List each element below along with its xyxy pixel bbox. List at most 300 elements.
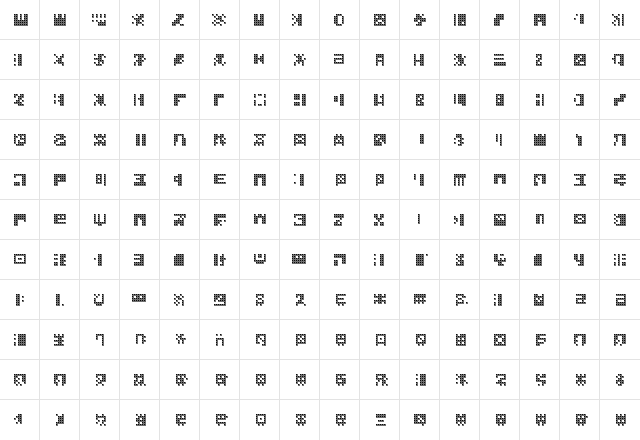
glyph-cell bbox=[120, 400, 160, 440]
glyph-cell bbox=[320, 160, 360, 200]
glyph-bitmap bbox=[412, 252, 428, 268]
glyph-bitmap bbox=[412, 332, 428, 348]
glyph-cell bbox=[200, 120, 240, 160]
glyph-bitmap bbox=[492, 12, 508, 28]
glyph-bitmap bbox=[332, 132, 348, 148]
glyph-bitmap bbox=[212, 52, 228, 68]
glyph-bitmap bbox=[612, 52, 628, 68]
glyph-bitmap bbox=[132, 332, 148, 348]
glyph-bitmap bbox=[172, 52, 188, 68]
glyph-cell bbox=[0, 0, 40, 40]
glyph-bitmap bbox=[372, 92, 388, 108]
glyph-cell bbox=[120, 280, 160, 320]
glyph-cell bbox=[0, 200, 40, 240]
glyph-cell bbox=[120, 40, 160, 80]
glyph-bitmap bbox=[492, 252, 508, 268]
glyph-bitmap bbox=[492, 132, 508, 148]
glyph-cell bbox=[160, 160, 200, 200]
glyph-bitmap bbox=[532, 252, 548, 268]
glyph-bitmap bbox=[92, 372, 108, 388]
glyph-cell bbox=[280, 400, 320, 440]
glyph-cell bbox=[280, 360, 320, 400]
glyph-bitmap bbox=[292, 212, 308, 228]
glyph-cell bbox=[320, 40, 360, 80]
glyph-bitmap bbox=[572, 212, 588, 228]
glyph-cell bbox=[280, 80, 320, 120]
glyph-bitmap bbox=[412, 372, 428, 388]
glyph-bitmap bbox=[572, 372, 588, 388]
glyph-cell bbox=[320, 320, 360, 360]
glyph-cell bbox=[160, 40, 200, 80]
glyph-bitmap bbox=[452, 412, 468, 428]
glyph-bitmap bbox=[612, 372, 628, 388]
glyph-cell bbox=[400, 400, 440, 440]
glyph-cell bbox=[120, 160, 160, 200]
glyph-cell bbox=[240, 200, 280, 240]
glyph-bitmap bbox=[172, 372, 188, 388]
glyph-cell bbox=[480, 360, 520, 400]
glyph-bitmap bbox=[172, 172, 188, 188]
glyph-cell bbox=[40, 0, 80, 40]
glyph-cell bbox=[0, 360, 40, 400]
glyph-bitmap bbox=[212, 12, 228, 28]
glyph-cell bbox=[520, 400, 560, 440]
glyph-cell bbox=[120, 0, 160, 40]
glyph-cell bbox=[440, 160, 480, 200]
glyph-cell bbox=[240, 80, 280, 120]
glyph-cell bbox=[80, 40, 120, 80]
glyph-cell bbox=[560, 240, 600, 280]
glyph-bitmap bbox=[532, 332, 548, 348]
glyph-bitmap bbox=[252, 372, 268, 388]
glyph-bitmap bbox=[412, 172, 428, 188]
glyph-cell bbox=[360, 40, 400, 80]
glyph-bitmap bbox=[572, 332, 588, 348]
glyph-cell bbox=[160, 360, 200, 400]
glyph-cell bbox=[360, 0, 400, 40]
glyph-bitmap bbox=[332, 332, 348, 348]
glyph-cell bbox=[40, 320, 80, 360]
glyph-cell bbox=[280, 0, 320, 40]
glyph-bitmap bbox=[12, 252, 28, 268]
glyph-bitmap bbox=[372, 52, 388, 68]
glyph-cell bbox=[360, 320, 400, 360]
glyph-bitmap bbox=[332, 92, 348, 108]
glyph-bitmap bbox=[452, 92, 468, 108]
glyph-bitmap bbox=[532, 292, 548, 308]
glyph-bitmap bbox=[412, 12, 428, 28]
glyph-bitmap bbox=[452, 172, 468, 188]
glyph-cell bbox=[400, 80, 440, 120]
glyph-bitmap bbox=[572, 12, 588, 28]
glyph-bitmap bbox=[612, 412, 628, 428]
glyph-cell bbox=[480, 160, 520, 200]
glyph-cell bbox=[320, 200, 360, 240]
glyph-cell bbox=[600, 320, 640, 360]
glyph-bitmap bbox=[332, 52, 348, 68]
glyph-bitmap bbox=[612, 12, 628, 28]
glyph-cell bbox=[280, 160, 320, 200]
glyph-bitmap bbox=[12, 212, 28, 228]
glyph-bitmap bbox=[532, 172, 548, 188]
glyph-cell bbox=[160, 0, 200, 40]
glyph-bitmap bbox=[212, 212, 228, 228]
glyph-cell bbox=[40, 240, 80, 280]
glyph-bitmap bbox=[412, 212, 428, 228]
glyph-bitmap bbox=[92, 12, 108, 28]
glyph-cell bbox=[80, 0, 120, 40]
glyph-bitmap bbox=[532, 412, 548, 428]
glyph-cell bbox=[80, 80, 120, 120]
glyph-bitmap bbox=[572, 252, 588, 268]
glyph-bitmap bbox=[12, 52, 28, 68]
glyph-bitmap bbox=[172, 132, 188, 148]
glyph-bitmap bbox=[292, 132, 308, 148]
glyph-cell bbox=[520, 360, 560, 400]
glyph-bitmap bbox=[252, 132, 268, 148]
glyph-bitmap bbox=[572, 172, 588, 188]
glyph-bitmap bbox=[372, 252, 388, 268]
glyph-cell bbox=[280, 200, 320, 240]
glyph-cell bbox=[80, 200, 120, 240]
glyph-cell bbox=[560, 40, 600, 80]
glyph-cell bbox=[200, 320, 240, 360]
glyph-cell bbox=[360, 280, 400, 320]
glyph-bitmap bbox=[52, 412, 68, 428]
glyph-cell bbox=[440, 200, 480, 240]
glyph-bitmap bbox=[612, 252, 628, 268]
glyph-bitmap bbox=[292, 332, 308, 348]
glyph-bitmap bbox=[172, 332, 188, 348]
glyph-cell bbox=[320, 240, 360, 280]
glyph-bitmap bbox=[92, 252, 108, 268]
glyph-bitmap bbox=[412, 52, 428, 68]
glyph-cell bbox=[600, 120, 640, 160]
glyph-bitmap bbox=[252, 252, 268, 268]
glyph-bitmap bbox=[252, 412, 268, 428]
glyph-cell bbox=[360, 200, 400, 240]
glyph-bitmap bbox=[372, 372, 388, 388]
glyph-cell bbox=[280, 240, 320, 280]
glyph-cell bbox=[400, 0, 440, 40]
glyph-cell bbox=[400, 120, 440, 160]
glyph-cell bbox=[560, 120, 600, 160]
glyph-bitmap bbox=[252, 212, 268, 228]
glyph-cell bbox=[480, 80, 520, 120]
glyph-bitmap bbox=[412, 92, 428, 108]
glyph-cell bbox=[160, 200, 200, 240]
glyph-bitmap bbox=[212, 332, 228, 348]
glyph-cell bbox=[440, 400, 480, 440]
glyph-bitmap bbox=[52, 252, 68, 268]
glyph-bitmap bbox=[292, 52, 308, 68]
glyph-bitmap bbox=[172, 412, 188, 428]
glyph-cell bbox=[520, 120, 560, 160]
glyph-bitmap bbox=[572, 52, 588, 68]
glyph-bitmap bbox=[532, 212, 548, 228]
glyph-cell bbox=[160, 240, 200, 280]
glyph-bitmap bbox=[532, 372, 548, 388]
glyph-cell bbox=[120, 80, 160, 120]
glyph-cell bbox=[480, 40, 520, 80]
glyph-bitmap bbox=[252, 12, 268, 28]
glyph-bitmap bbox=[92, 332, 108, 348]
glyph-cell bbox=[560, 400, 600, 440]
glyph-bitmap bbox=[212, 412, 228, 428]
glyph-bitmap bbox=[372, 412, 388, 428]
glyph-bitmap bbox=[12, 132, 28, 148]
glyph-cell bbox=[400, 360, 440, 400]
glyph-bitmap bbox=[412, 412, 428, 428]
glyph-cell bbox=[240, 400, 280, 440]
glyph-bitmap bbox=[12, 332, 28, 348]
glyph-cell bbox=[240, 240, 280, 280]
glyph-cell bbox=[440, 80, 480, 120]
glyph-bitmap bbox=[52, 292, 68, 308]
glyph-bitmap bbox=[252, 332, 268, 348]
glyph-bitmap bbox=[452, 292, 468, 308]
glyph-bitmap bbox=[532, 92, 548, 108]
glyph-bitmap bbox=[492, 292, 508, 308]
glyph-cell bbox=[200, 400, 240, 440]
glyph-cell bbox=[0, 320, 40, 360]
glyph-bitmap bbox=[612, 132, 628, 148]
glyph-bitmap bbox=[332, 412, 348, 428]
glyph-bitmap bbox=[292, 412, 308, 428]
glyph-bitmap bbox=[52, 92, 68, 108]
glyph-cell bbox=[600, 0, 640, 40]
glyph-bitmap bbox=[92, 412, 108, 428]
glyph-bitmap bbox=[12, 12, 28, 28]
glyph-bitmap bbox=[492, 92, 508, 108]
glyph-bitmap bbox=[372, 212, 388, 228]
glyph-bitmap bbox=[452, 52, 468, 68]
glyph-bitmap bbox=[452, 252, 468, 268]
glyph-cell bbox=[40, 200, 80, 240]
glyph-cell bbox=[40, 120, 80, 160]
glyph-bitmap bbox=[92, 52, 108, 68]
glyph-cell bbox=[560, 280, 600, 320]
glyph-cell bbox=[200, 280, 240, 320]
glyph-bitmap bbox=[52, 212, 68, 228]
glyph-cell bbox=[520, 0, 560, 40]
glyph-cell bbox=[200, 200, 240, 240]
glyph-bitmap bbox=[172, 12, 188, 28]
glyph-cell bbox=[160, 80, 200, 120]
glyph-cell bbox=[440, 280, 480, 320]
glyph-cell bbox=[520, 240, 560, 280]
glyph-cell bbox=[400, 320, 440, 360]
glyph-cell bbox=[80, 120, 120, 160]
glyph-bitmap bbox=[412, 292, 428, 308]
glyph-bitmap bbox=[252, 52, 268, 68]
glyph-cell bbox=[240, 0, 280, 40]
glyph-bitmap bbox=[252, 92, 268, 108]
glyph-cell bbox=[600, 360, 640, 400]
glyph-bitmap bbox=[292, 92, 308, 108]
glyph-bitmap bbox=[92, 212, 108, 228]
glyph-cell bbox=[0, 80, 40, 120]
glyph-bitmap bbox=[492, 372, 508, 388]
glyph-cell bbox=[400, 200, 440, 240]
glyph-cell bbox=[240, 160, 280, 200]
glyph-bitmap bbox=[332, 252, 348, 268]
glyph-cell bbox=[440, 40, 480, 80]
glyph-cell bbox=[120, 240, 160, 280]
glyph-bitmap bbox=[292, 292, 308, 308]
glyph-bitmap bbox=[12, 92, 28, 108]
glyph-bitmap bbox=[132, 372, 148, 388]
glyph-bitmap bbox=[532, 52, 548, 68]
glyph-bitmap bbox=[452, 132, 468, 148]
glyph-cell bbox=[360, 120, 400, 160]
glyph-bitmap bbox=[212, 292, 228, 308]
glyph-cell bbox=[400, 240, 440, 280]
glyph-cell bbox=[40, 160, 80, 200]
glyph-bitmap bbox=[452, 332, 468, 348]
glyph-cell bbox=[40, 360, 80, 400]
glyph-cell bbox=[160, 400, 200, 440]
glyph-cell bbox=[480, 0, 520, 40]
glyph-cell bbox=[200, 160, 240, 200]
glyph-cell bbox=[360, 360, 400, 400]
glyph-bitmap bbox=[92, 92, 108, 108]
glyph-cell bbox=[120, 120, 160, 160]
glyph-bitmap bbox=[132, 172, 148, 188]
glyph-bitmap bbox=[132, 412, 148, 428]
glyph-cell bbox=[80, 160, 120, 200]
glyph-cell bbox=[600, 400, 640, 440]
glyph-cell bbox=[440, 0, 480, 40]
glyph-bitmap bbox=[132, 92, 148, 108]
glyph-cell bbox=[40, 80, 80, 120]
glyph-cell bbox=[160, 120, 200, 160]
glyph-cell bbox=[0, 40, 40, 80]
glyph-bitmap bbox=[612, 92, 628, 108]
glyph-bitmap bbox=[332, 12, 348, 28]
glyph-cell bbox=[440, 120, 480, 160]
glyph-bitmap bbox=[612, 212, 628, 228]
glyph-cell bbox=[560, 200, 600, 240]
glyph-bitmap bbox=[212, 132, 228, 148]
glyph-bitmap bbox=[212, 92, 228, 108]
glyph-bitmap bbox=[532, 12, 548, 28]
glyph-bitmap bbox=[132, 132, 148, 148]
glyph-cell bbox=[200, 40, 240, 80]
glyph-cell bbox=[160, 280, 200, 320]
glyph-bitmap bbox=[572, 412, 588, 428]
glyph-bitmap bbox=[412, 132, 428, 148]
glyph-cell bbox=[520, 200, 560, 240]
glyph-bitmap bbox=[292, 172, 308, 188]
glyph-cell bbox=[600, 160, 640, 200]
glyph-cell bbox=[240, 40, 280, 80]
glyph-cell bbox=[280, 280, 320, 320]
glyph-cell bbox=[320, 280, 360, 320]
glyph-cell bbox=[600, 200, 640, 240]
glyph-bitmap bbox=[372, 292, 388, 308]
glyph-cell bbox=[80, 360, 120, 400]
glyph-cell bbox=[600, 280, 640, 320]
glyph-bitmap bbox=[212, 372, 228, 388]
glyph-cell bbox=[0, 120, 40, 160]
glyph-cell bbox=[200, 360, 240, 400]
glyph-cell bbox=[0, 280, 40, 320]
glyph-bitmap bbox=[492, 332, 508, 348]
glyph-bitmap bbox=[92, 292, 108, 308]
glyph-cell bbox=[440, 360, 480, 400]
glyph-bitmap bbox=[452, 372, 468, 388]
glyph-bitmap bbox=[492, 172, 508, 188]
glyph-bitmap bbox=[332, 172, 348, 188]
glyph-bitmap bbox=[452, 12, 468, 28]
glyph-bitmap bbox=[212, 252, 228, 268]
glyph-bitmap bbox=[132, 52, 148, 68]
glyph-cell bbox=[520, 160, 560, 200]
glyph-bitmap bbox=[252, 172, 268, 188]
glyph-cell bbox=[440, 240, 480, 280]
glyph-cell bbox=[280, 40, 320, 80]
glyph-cell bbox=[600, 80, 640, 120]
glyph-bitmap bbox=[572, 292, 588, 308]
glyph-cell bbox=[280, 320, 320, 360]
glyph-bitmap bbox=[332, 292, 348, 308]
glyph-cell bbox=[480, 240, 520, 280]
glyph-bitmap bbox=[52, 132, 68, 148]
glyph-bitmap bbox=[172, 292, 188, 308]
glyph-bitmap bbox=[52, 52, 68, 68]
glyph-cell bbox=[120, 200, 160, 240]
glyph-bitmap bbox=[92, 132, 108, 148]
glyph-bitmap bbox=[532, 132, 548, 148]
glyph-cell bbox=[40, 40, 80, 80]
glyph-cell bbox=[120, 320, 160, 360]
glyph-cell bbox=[320, 120, 360, 160]
glyph-cell bbox=[80, 400, 120, 440]
glyph-cell bbox=[360, 400, 400, 440]
glyph-cell bbox=[360, 80, 400, 120]
glyph-bitmap bbox=[52, 12, 68, 28]
glyph-bitmap bbox=[492, 212, 508, 228]
glyph-bitmap bbox=[132, 292, 148, 308]
glyph-cell bbox=[240, 280, 280, 320]
glyph-bitmap bbox=[172, 92, 188, 108]
glyph-bitmap bbox=[12, 412, 28, 428]
glyph-cell bbox=[520, 80, 560, 120]
glyph-cell bbox=[600, 240, 640, 280]
glyph-cell bbox=[240, 360, 280, 400]
glyph-cell bbox=[80, 240, 120, 280]
glyph-cell bbox=[360, 160, 400, 200]
glyph-bitmap bbox=[132, 252, 148, 268]
glyph-bitmap bbox=[132, 12, 148, 28]
glyph-cell bbox=[80, 320, 120, 360]
glyph-bitmap bbox=[612, 172, 628, 188]
glyph-cell bbox=[280, 120, 320, 160]
glyph-cell bbox=[200, 0, 240, 40]
glyph-cell bbox=[520, 320, 560, 360]
glyph-cell bbox=[560, 320, 600, 360]
glyph-bitmap bbox=[52, 172, 68, 188]
glyph-cell bbox=[480, 280, 520, 320]
glyph-cell bbox=[480, 320, 520, 360]
glyph-bitmap bbox=[572, 132, 588, 148]
glyph-cell bbox=[480, 400, 520, 440]
glyph-bitmap bbox=[12, 292, 28, 308]
glyph-bitmap bbox=[12, 172, 28, 188]
glyph-cell bbox=[600, 40, 640, 80]
glyph-bitmap bbox=[492, 412, 508, 428]
